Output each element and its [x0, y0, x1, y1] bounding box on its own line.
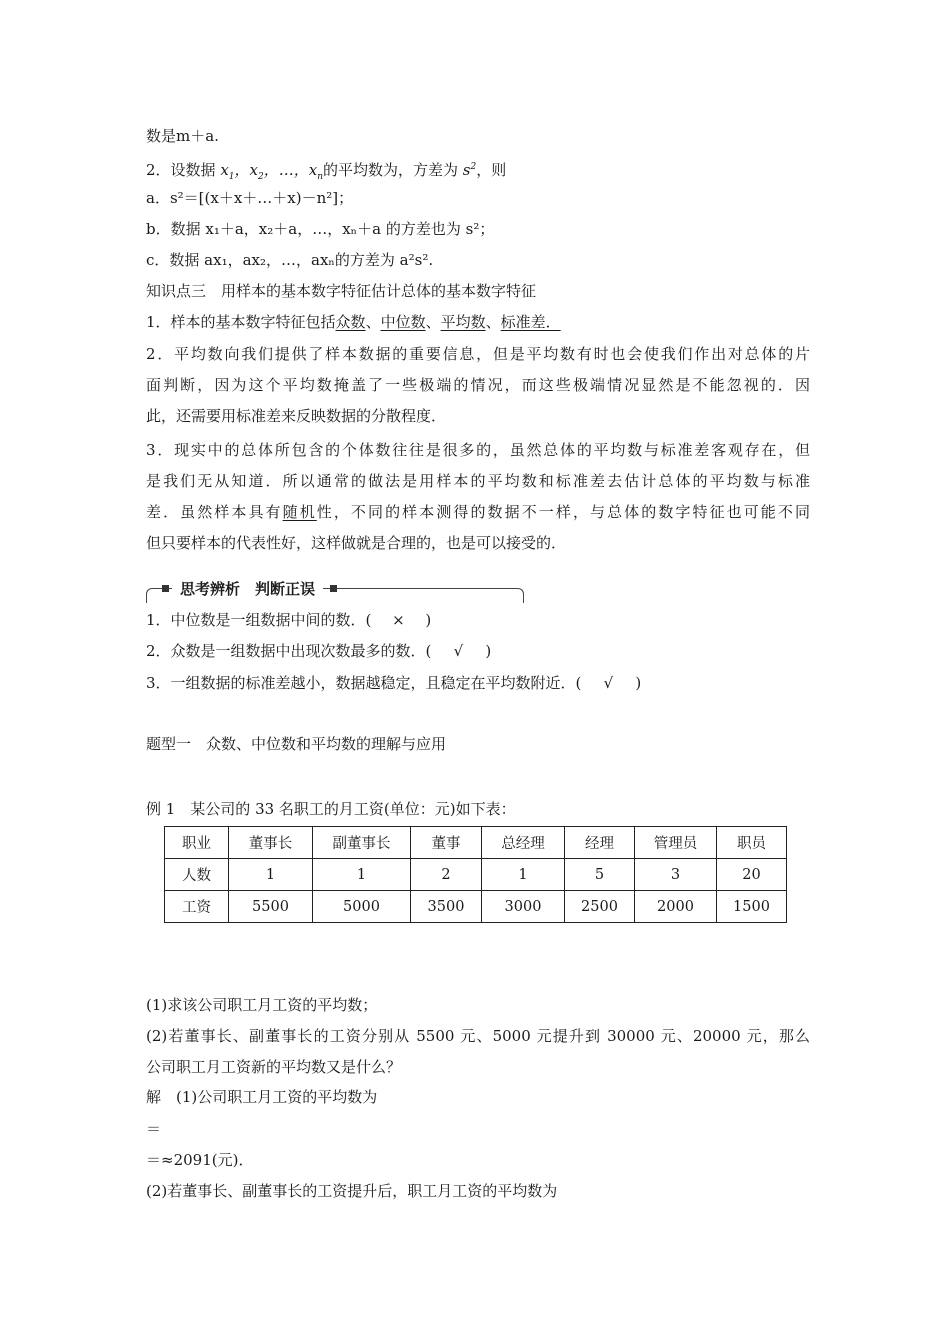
text-line-features: 1．样本的基本数字特征包括众数、中位数、平均数、标准差．: [146, 313, 561, 331]
judge-answer: √: [603, 674, 614, 692]
term-mode: 众数: [335, 313, 366, 331]
judge-answer: √: [453, 642, 464, 660]
table-row: 人数 1 1 2 1 5 3 20: [165, 859, 787, 891]
section-banner: 思考辨析 判断正误: [146, 578, 524, 604]
judge-item: 1．中位数是一组数据中间的数．( × ): [146, 608, 431, 632]
text-line: 数是m＋a.: [146, 127, 219, 145]
question-2: (2)若董事长、副董事长的工资分别从 5500 元、5000 元提升到 30000 元、20000 元，那么 公司职工月工资新的平均数又是什么？: [146, 1027, 810, 1076]
solution-line: ＝: [146, 1120, 162, 1138]
wage-table: [164, 826, 787, 923]
text-line-variance-intro: 2．设数据 $x_1$，$x_2$，…，$x_n$的平均数为，方差为 $s^2$，则: [146, 161, 507, 182]
paragraph-2: 2．平均数向我们提供了样本数据的重要信息，但是平均数有时也会使我们作出对总体的片 面判断，因为这个平均数掩盖了一些极端的情况，而这些极端情况显然是不能忽视的．因 此，还需要用标准差来反映数据的分散程度．: [146, 345, 810, 425]
question-1: (1)求该公司职工月工资的平均数；: [146, 996, 378, 1014]
term-median: 中位数: [380, 313, 426, 331]
section-heading: 知识点三 用样本的基本数字特征估计总体的基本数字特征: [146, 282, 537, 300]
judge-item: 2．众数是一组数据中出现次数最多的数．( √ ): [146, 639, 491, 663]
table-row: 职业 董事长 副董事长 董事 总经理 经理 管理员 职员: [165, 827, 787, 859]
term-random: 随机: [282, 503, 317, 521]
text-line: a．s²＝[(x＋x＋…＋x)－n²]；: [146, 189, 354, 207]
judge-item: 3．一组数据的标准差越小，数据越稳定，且稳定在平均数附近．( √ ): [146, 671, 641, 695]
table-row: 工资 5500 5000 3500 3000 2500 2000 1500: [165, 891, 787, 923]
judge-answer: ×: [392, 611, 405, 629]
type-heading: 题型一 众数、中位数和平均数的理解与应用: [146, 735, 447, 753]
text-line: b．数据 x₁＋a，x₂＋a，…，xₙ＋a 的方差也为 s²；: [146, 220, 495, 238]
text-line: c．数据 ax₁，ax₂，…，axₙ的方差为 a²s².: [146, 251, 434, 269]
term-mean: 平均数: [440, 313, 486, 331]
example-title: 例 1 某公司的 33 名职工的月工资(单位：元)如下表：: [146, 800, 516, 818]
banner-marker-icon: [330, 585, 337, 592]
solution-line: (2)若董事长、副董事长的工资提升后，职工月工资的平均数为: [146, 1182, 558, 1200]
solution-line: 解 (1)公司职工月工资的平均数为: [146, 1088, 378, 1106]
term-std: 标准差．: [500, 313, 561, 331]
paragraph-3: 3．现实中的总体所包含的个体数往往是很多的，虽然总体的平均数与标准差客观存在，但 是我们无从知道．所以通常的做法是用样本的平均数和标准差去估计总体的平均数与标准 差．虽然样本具有随机性，不同的样本测得的数据不一样，与总体的数字特征也可能不同 但只要样本的代表性好，这样做就是合理的，也是可以接受的．: [146, 441, 810, 552]
banner-marker-icon: [162, 585, 169, 592]
solution-line: ＝≈2091(元)．: [146, 1151, 254, 1169]
